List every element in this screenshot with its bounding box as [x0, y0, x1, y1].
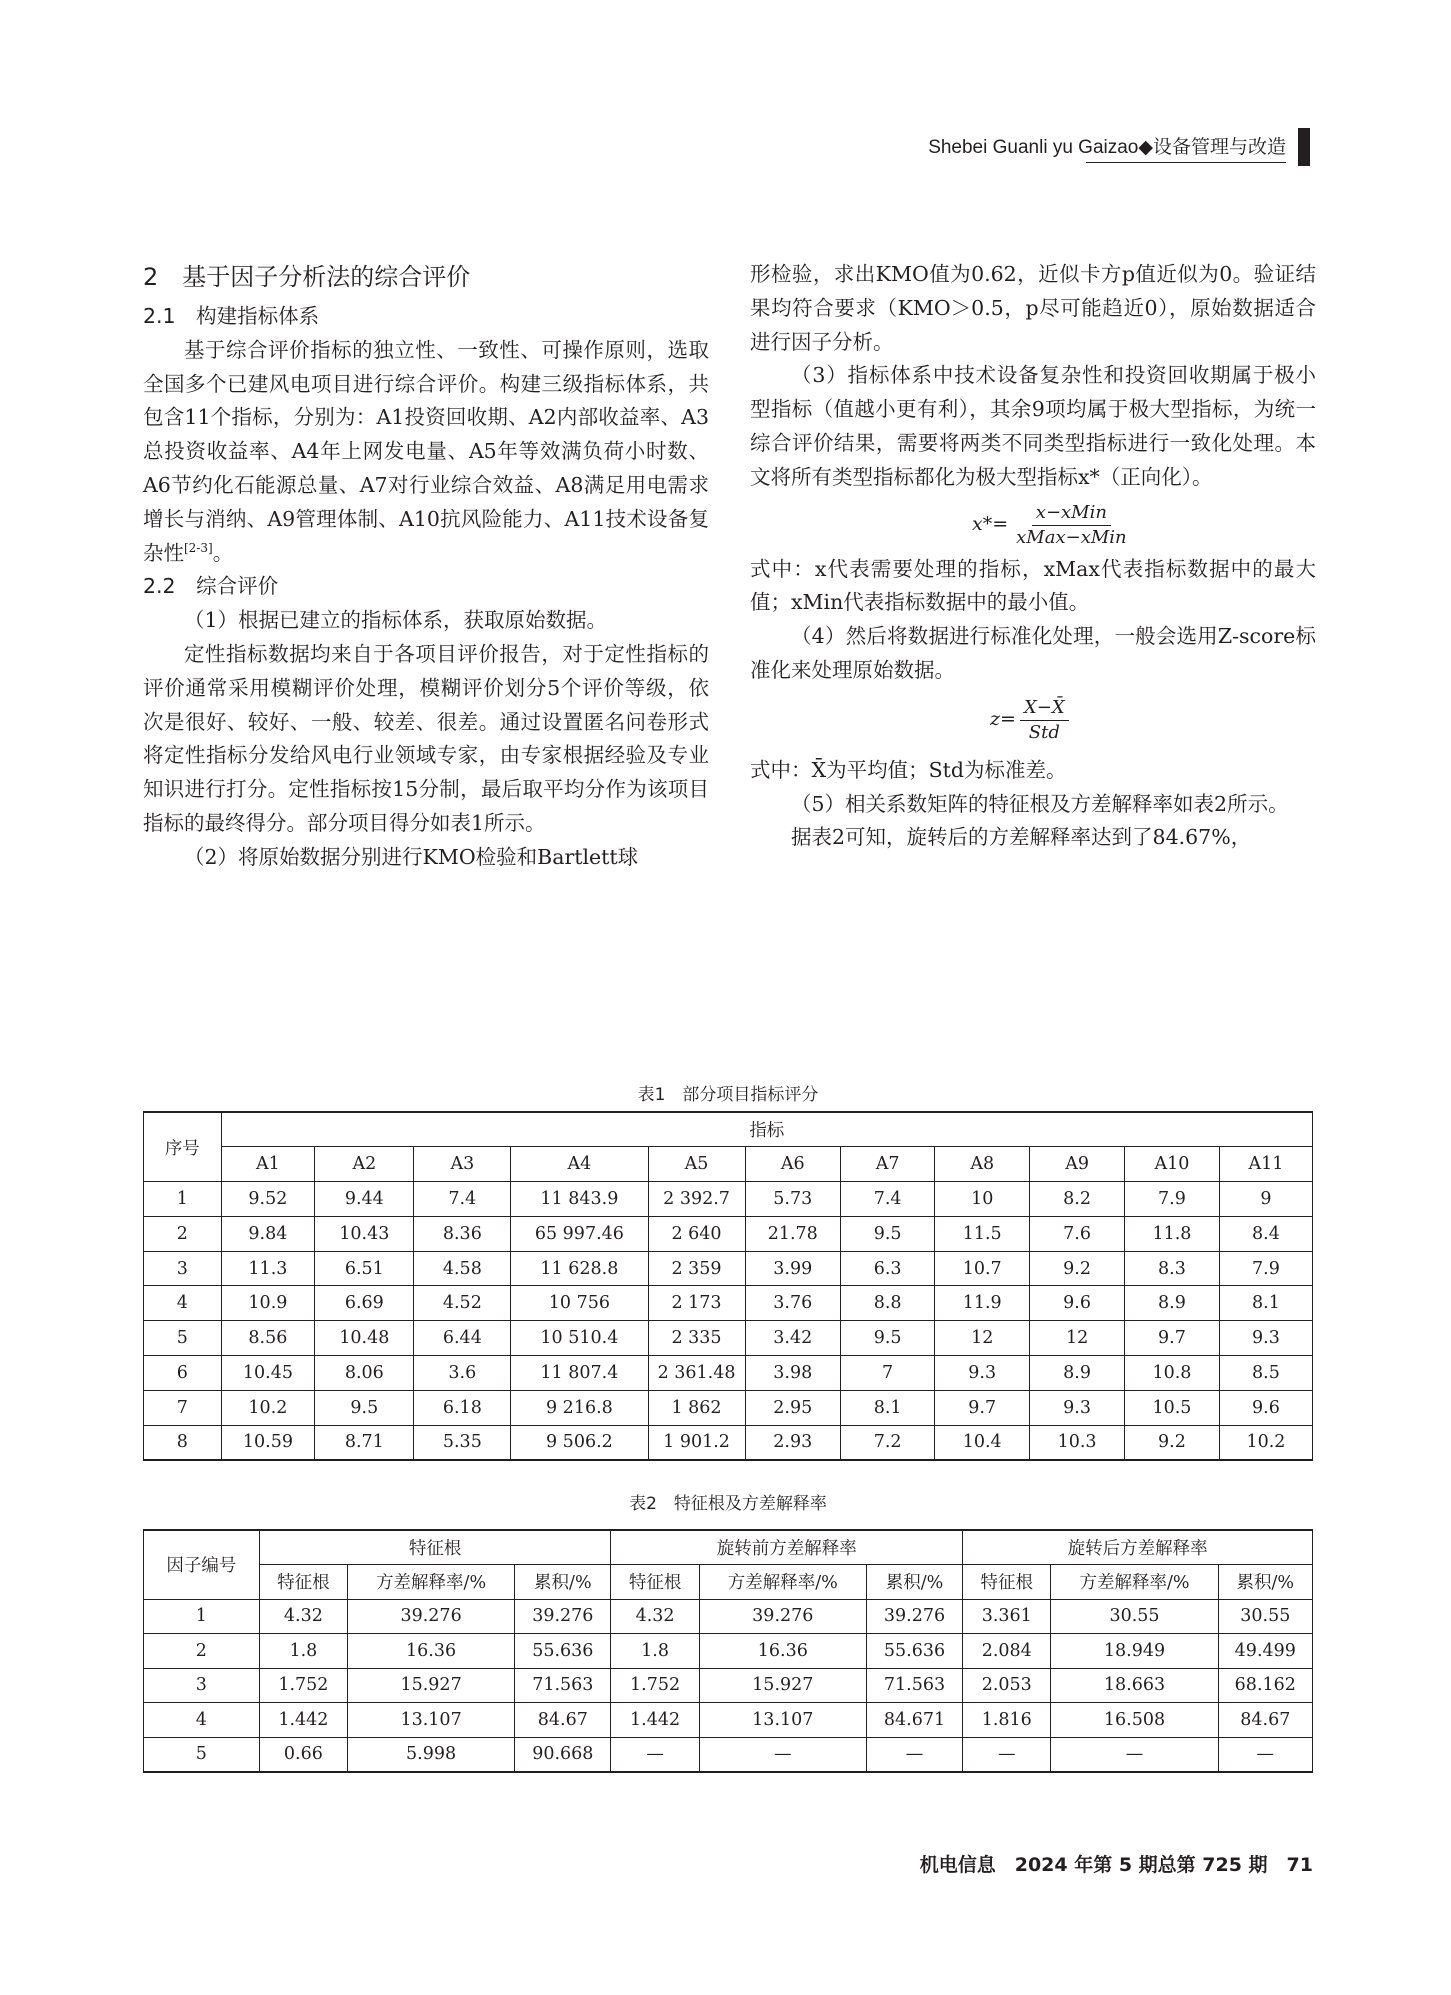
- table-cell: 1.752: [611, 1668, 699, 1703]
- table-cell: 10: [935, 1182, 1030, 1217]
- table-cell: 15.927: [348, 1668, 515, 1703]
- paragraph: （2）将原始数据分别进行KMO检验和Bartlett球: [184, 844, 639, 869]
- paragraph: （4）然后将数据进行标准化处理，一般会选用Z-score标准化来处理原始数据。: [750, 624, 1316, 682]
- table-cell: 84.671: [866, 1703, 962, 1738]
- table-cell: 9 216.8: [511, 1390, 648, 1425]
- table-cell: 3.76: [745, 1286, 840, 1321]
- table-cell: 16.36: [348, 1634, 515, 1669]
- paragraph: （3）指标体系中技术设备复杂性和投资回收期属于极小型指标（值越小更有利），其余9项均属于极大型指标，为统一综合评价结果，需要将两类不同类型指标进行一致化处理。本文将所有类型指标都化为极大型指标x*（正向化）。: [750, 363, 1316, 489]
- table-cell: 8.71: [315, 1425, 414, 1460]
- table1-caption: 表1 部分项目指标评分: [637, 1085, 819, 1105]
- table2-column-header: 特征根: [259, 1565, 347, 1600]
- table1-column-header: A9: [1030, 1147, 1125, 1182]
- table-cell: 10.8: [1125, 1356, 1220, 1391]
- formula-denominator: xMax−xMin: [1016, 526, 1127, 548]
- table1-column-header: A10: [1125, 1147, 1220, 1182]
- table-cell: 4: [144, 1286, 222, 1321]
- table-cell: 90.668: [515, 1737, 611, 1772]
- table1: [143, 1111, 1313, 1461]
- table-cell: 1.8: [611, 1634, 699, 1669]
- header-bar: [1298, 128, 1310, 166]
- table-cell: 65 997.46: [511, 1216, 648, 1251]
- table-cell: 8.36: [414, 1216, 511, 1251]
- table-cell: 3: [144, 1251, 222, 1286]
- table-cell: 9.5: [840, 1321, 934, 1356]
- table-cell: 2: [144, 1216, 222, 1251]
- table2-caption: 表2 特征根及方差解释率: [629, 1494, 827, 1514]
- table2-column-header: 特征根: [963, 1565, 1051, 1600]
- table-cell: 8.56: [221, 1321, 315, 1356]
- table-cell: 11.9: [935, 1286, 1030, 1321]
- table-cell: 2 640: [648, 1216, 745, 1251]
- table-cell: 7.6: [1030, 1216, 1125, 1251]
- table-row: [144, 1599, 1313, 1634]
- table-cell: 39.276: [699, 1599, 866, 1634]
- table-cell: 1 862: [648, 1390, 745, 1425]
- table-cell: 2 392.7: [648, 1182, 745, 1217]
- table2-group-header: 特征根: [259, 1530, 611, 1565]
- table-cell: 8.5: [1219, 1356, 1312, 1391]
- right-column: [750, 258, 1316, 855]
- table-row: [144, 1182, 1313, 1217]
- table-cell: 11.5: [935, 1216, 1030, 1251]
- table-cell: 9.2: [1125, 1425, 1220, 1460]
- table-cell: 10.2: [221, 1390, 315, 1425]
- table-cell: 30.55: [1051, 1599, 1218, 1634]
- table-cell: 11.8: [1125, 1216, 1220, 1251]
- table-cell: 12: [1030, 1321, 1125, 1356]
- table-cell: 8.06: [315, 1356, 414, 1391]
- table-cell: 8.2: [1030, 1182, 1125, 1217]
- table-cell: 7.4: [414, 1182, 511, 1217]
- paragraph: 基于综合评价指标的独立性、一致性、可操作原则，选取全国多个已建风电项目进行综合评价。构建三级指标体系，共包含11个指标，分别为：A1投资回收期、A2内部收益率、A3总投资收益率、A4年上网发电量、A5年等效满负荷小时数、A6节约化石能源总量、A7对行业综合效益、A8满足用电需求增长与消纳、A9管理体制、A10抗风险能力、A11技术设备复杂性[2-3]。: [143, 337, 709, 565]
- table-cell: 4.32: [611, 1599, 699, 1634]
- table-cell: 2 335: [648, 1321, 745, 1356]
- table-cell: 7: [144, 1390, 222, 1425]
- paragraph: 式中：x代表需要处理的指标，xMax代表指标数据中的最大值；xMin代表指标数据中的最小值。: [750, 556, 1316, 615]
- table-cell: 9.6: [1030, 1286, 1125, 1321]
- table-cell: 11 843.9: [511, 1182, 648, 1217]
- table-cell: —: [611, 1737, 699, 1772]
- table-cell: 10.2: [1219, 1425, 1312, 1460]
- table-cell: —: [1218, 1737, 1312, 1772]
- paragraph: （1）根据已建立的指标体系，获取原始数据。: [184, 608, 608, 633]
- formula-lhs: x*=: [972, 513, 1009, 536]
- table-cell: 1.442: [259, 1703, 347, 1738]
- table-cell: 6.3: [840, 1251, 934, 1286]
- table-cell: —: [699, 1737, 866, 1772]
- table-cell: 8.3: [1125, 1251, 1220, 1286]
- formula-numerator: x−xMin: [1032, 501, 1111, 526]
- table2-column-header: 方差解释率/%: [1051, 1565, 1218, 1600]
- table-cell: 1.816: [963, 1703, 1051, 1738]
- table-cell: 6.44: [414, 1321, 511, 1356]
- table-cell: 5: [144, 1321, 222, 1356]
- table-cell: 55.636: [515, 1634, 611, 1669]
- table-cell: 2.93: [745, 1425, 840, 1460]
- table-row: [144, 1286, 1313, 1321]
- table1-column-header: A5: [648, 1147, 745, 1182]
- table1-column-header: A7: [840, 1147, 934, 1182]
- left-column: [143, 258, 709, 875]
- table2: [143, 1529, 1313, 1773]
- table-cell: 2.053: [963, 1668, 1051, 1703]
- running-title: Shebei Guanli yu Gaizao◆设备管理与改造: [928, 137, 1286, 158]
- table-cell: 8: [144, 1425, 222, 1460]
- table-cell: 71.563: [515, 1668, 611, 1703]
- table1-column-header: A3: [414, 1147, 511, 1182]
- table-cell: 1.752: [259, 1668, 347, 1703]
- table-cell: 49.499: [1218, 1634, 1312, 1669]
- paragraph: （5）相关系数矩阵的特征根及方差解释率如表2所示。: [791, 791, 1289, 816]
- table-cell: 10.43: [315, 1216, 414, 1251]
- table-cell: 9 506.2: [511, 1425, 648, 1460]
- table-cell: 6.18: [414, 1390, 511, 1425]
- paragraph: 式中：X̄为平均值；Std为标准差。: [750, 757, 1067, 782]
- header-rule: [1086, 162, 1286, 163]
- table-cell: 11.3: [221, 1251, 315, 1286]
- paragraph: 据表2可知，旋转后的方差解释率达到了84.67%，: [791, 825, 1252, 850]
- table-cell: 6.51: [315, 1251, 414, 1286]
- table-cell: 71.563: [866, 1668, 962, 1703]
- table1-header-index: 序号: [144, 1112, 222, 1182]
- table-cell: 2 361.48: [648, 1356, 745, 1391]
- table-cell: 30.55: [1218, 1599, 1312, 1634]
- table-cell: 1.442: [611, 1703, 699, 1738]
- subsection-title-2-1: 2.1 构建指标体系: [143, 304, 320, 328]
- table-row: [144, 1425, 1313, 1460]
- table2-header-index: 因子编号: [144, 1530, 260, 1599]
- table-row: [144, 1668, 1313, 1703]
- table-cell: 2: [144, 1634, 260, 1669]
- table-cell: —: [1051, 1737, 1218, 1772]
- table2-group-header: 旋转前方差解释率: [611, 1530, 963, 1565]
- section-title: 2 基于因子分析法的综合评价: [143, 263, 471, 291]
- table-cell: 9.3: [1219, 1321, 1312, 1356]
- table-cell: —: [963, 1737, 1051, 1772]
- table-cell: 8.8: [840, 1286, 934, 1321]
- table-cell: 15.927: [699, 1668, 866, 1703]
- table-cell: 6.69: [315, 1286, 414, 1321]
- table-cell: 9.7: [935, 1390, 1030, 1425]
- table2-column-header: 累积/%: [515, 1565, 611, 1600]
- table-row: [144, 1321, 1313, 1356]
- table-row: [144, 1356, 1313, 1391]
- table-cell: 9.5: [840, 1216, 934, 1251]
- formula-lhs: z=: [990, 708, 1016, 731]
- table-cell: 39.276: [515, 1599, 611, 1634]
- table-cell: 7.9: [1219, 1251, 1312, 1286]
- table-cell: 2 173: [648, 1286, 745, 1321]
- table-cell: 7.9: [1125, 1182, 1220, 1217]
- table1-column-header: A1: [221, 1147, 315, 1182]
- table-cell: 1 901.2: [648, 1425, 745, 1460]
- table-cell: 10.5: [1125, 1390, 1220, 1425]
- table-cell: 9: [1219, 1182, 1312, 1217]
- table-cell: 9.7: [1125, 1321, 1220, 1356]
- table-row: [144, 1390, 1313, 1425]
- table-cell: 10 510.4: [511, 1321, 648, 1356]
- table-cell: 7.4: [840, 1182, 934, 1217]
- table-cell: 84.67: [515, 1703, 611, 1738]
- table-cell: 9.6: [1219, 1390, 1312, 1425]
- table-cell: 11 807.4: [511, 1356, 648, 1391]
- table-cell: 8.1: [1219, 1286, 1312, 1321]
- table1-column-header: A11: [1219, 1147, 1312, 1182]
- table-cell: 3.6: [414, 1356, 511, 1391]
- formula-numerator: X−X̄: [1020, 696, 1069, 721]
- table-cell: 7.2: [840, 1425, 934, 1460]
- table-cell: 4.58: [414, 1251, 511, 1286]
- table-row: [144, 1216, 1313, 1251]
- table-cell: 8.9: [1030, 1356, 1125, 1391]
- table-cell: 4: [144, 1703, 260, 1738]
- table2-column-header: 方差解释率/%: [348, 1565, 515, 1600]
- table-cell: 13.107: [699, 1703, 866, 1738]
- table-cell: 9.3: [1030, 1390, 1125, 1425]
- running-header: [880, 128, 1310, 168]
- table-cell: 8.1: [840, 1390, 934, 1425]
- table-cell: 8.9: [1125, 1286, 1220, 1321]
- table-cell: 21.78: [745, 1216, 840, 1251]
- table-cell: 84.67: [1218, 1703, 1312, 1738]
- table-cell: 5: [144, 1737, 260, 1772]
- subsection-title-2-2: 2.2 综合评价: [143, 574, 279, 599]
- table-cell: 10.45: [221, 1356, 315, 1391]
- formula-zscore: [750, 688, 1316, 754]
- table-cell: 3.42: [745, 1321, 840, 1356]
- table-cell: 11 628.8: [511, 1251, 648, 1286]
- table-cell: 18.663: [1051, 1668, 1218, 1703]
- table2-column-header: 累积/%: [1218, 1565, 1312, 1600]
- table-cell: 10 756: [511, 1286, 648, 1321]
- table2-column-header: 累积/%: [866, 1565, 962, 1600]
- table-cell: 3.361: [963, 1599, 1051, 1634]
- table-cell: 12: [935, 1321, 1030, 1356]
- table-cell: 4.52: [414, 1286, 511, 1321]
- table-cell: 9.2: [1030, 1251, 1125, 1286]
- table-cell: 2.084: [963, 1634, 1051, 1669]
- table-cell: 10.4: [935, 1425, 1030, 1460]
- table-cell: 2 359: [648, 1251, 745, 1286]
- table-cell: 55.636: [866, 1634, 962, 1669]
- table1-column-header: A8: [935, 1147, 1030, 1182]
- table1-column-header: A4: [511, 1147, 648, 1182]
- table-row: [144, 1703, 1313, 1738]
- formula-normalization: [750, 495, 1316, 553]
- table-cell: 16.36: [699, 1634, 866, 1669]
- table1-header-group: 指标: [221, 1112, 1312, 1147]
- table-row: [144, 1634, 1313, 1669]
- table-cell: 3.98: [745, 1356, 840, 1391]
- table-cell: 7: [840, 1356, 934, 1391]
- table-cell: 16.508: [1051, 1703, 1218, 1738]
- table-cell: 5.998: [348, 1737, 515, 1772]
- table-cell: 3: [144, 1668, 260, 1703]
- table-cell: 2.95: [745, 1390, 840, 1425]
- paragraph: 定性指标数据均来自于各项目评价报告，对于定性指标的评价通常采用模糊评价处理，模糊评价划分5个评价等级，依次是很好、较好、一般、较差、很差。通过设置匿名问卷形式将定性指标分发给风电行业领域专家，由专家根据经验及专业知识进行打分。定性指标按15分制，最后取平均分作为该项目指标的最终得分。部分项目得分如表1所示。: [143, 641, 709, 835]
- formula-denominator: Std: [1028, 721, 1060, 743]
- table-cell: 10.59: [221, 1425, 315, 1460]
- table-cell: 5.35: [414, 1425, 511, 1460]
- table-cell: 9.5: [315, 1390, 414, 1425]
- table-cell: 9.3: [935, 1356, 1030, 1391]
- table-cell: 10.9: [221, 1286, 315, 1321]
- table-row: [144, 1251, 1313, 1286]
- table-cell: 1: [144, 1599, 260, 1634]
- table-cell: 1: [144, 1182, 222, 1217]
- table-cell: —: [866, 1737, 962, 1772]
- table-cell: 9.44: [315, 1182, 414, 1217]
- table-cell: 39.276: [866, 1599, 962, 1634]
- table-cell: 1.8: [259, 1634, 347, 1669]
- table1-column-header: A6: [745, 1147, 840, 1182]
- table2-group-header: 旋转后方差解释率: [963, 1530, 1313, 1565]
- table-cell: 3.99: [745, 1251, 840, 1286]
- table2-column-header: 特征根: [611, 1565, 699, 1600]
- table-cell: 10.7: [935, 1251, 1030, 1286]
- table-cell: 10.48: [315, 1321, 414, 1356]
- table-cell: 0.66: [259, 1737, 347, 1772]
- table-cell: 39.276: [348, 1599, 515, 1634]
- table-cell: 10.3: [1030, 1425, 1125, 1460]
- table-cell: 4.32: [259, 1599, 347, 1634]
- citation: [2-3]: [184, 540, 213, 555]
- table-cell: 8.4: [1219, 1216, 1312, 1251]
- table2-column-header: 方差解释率/%: [699, 1565, 866, 1600]
- table-row: [144, 1737, 1313, 1772]
- table-cell: 6: [144, 1356, 222, 1391]
- table-cell: 13.107: [348, 1703, 515, 1738]
- table-cell: 9.84: [221, 1216, 315, 1251]
- paragraph: 形检验，求出KMO值为0.62，近似卡方p值近似为0。验证结果均符合要求（KMO＞0.5，p尽可能趋近0），原始数据适合进行因子分析。: [750, 262, 1316, 354]
- table-cell: 68.162: [1218, 1668, 1312, 1703]
- table1-column-header: A2: [315, 1147, 414, 1182]
- table-cell: 9.52: [221, 1182, 315, 1217]
- table-cell: 5.73: [745, 1182, 840, 1217]
- page-footer: 机电信息 2024 年第 5 期总第 725 期 71: [919, 1854, 1313, 1876]
- table-cell: 18.949: [1051, 1634, 1218, 1669]
